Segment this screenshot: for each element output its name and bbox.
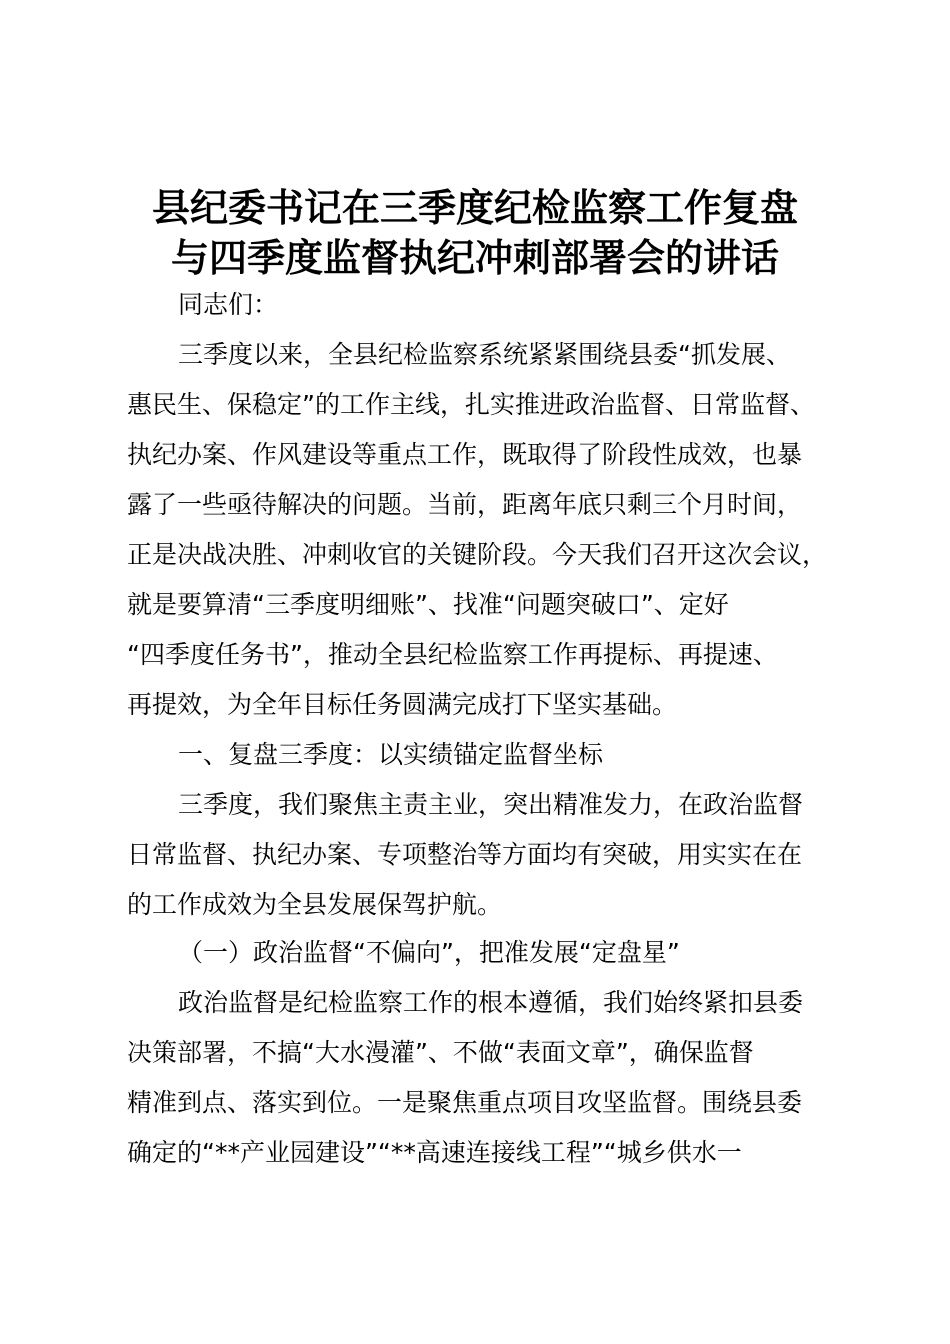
paragraph-line: 露了一些亟待解决的问题。当前，距离年底只剩三个月时间， (127, 490, 803, 519)
paragraph-line: 决策部署，不搞“大水漫灌”、不做“表面文章”，确保监督 (127, 1038, 754, 1067)
paragraph-line: 政治监督是纪检监察工作的根本遵循，我们始终紧扣县委 (178, 988, 804, 1017)
paragraph-line: 就是要算清“三季度明细账”、找准“问题突破口”、定好 (127, 590, 729, 619)
paragraph-line: 三季度，我们聚焦主责主业，突出精准发力，在政治监督 (178, 790, 804, 819)
speech-title-line-1: 县纪委书记在三季度纪检监察工作复盘 (151, 185, 798, 230)
paragraph-line: 的工作成效为全县发展保驾护航。 (127, 890, 503, 919)
section-heading: 一、复盘三季度：以实绩锚定监督坐标 (178, 740, 604, 769)
paragraph-line: 精准到点、落实到位。一是聚焦重点项目攻坚监督。围绕县委 (127, 1088, 803, 1117)
speech-title-line-2: 与四季度监督执纪冲刺部署会的讲话 (170, 235, 779, 280)
paragraph-line: 惠民生、保稳定”的工作主线，扎实推进政治监督、日常监督、 (127, 390, 815, 419)
paragraph-line: 正是决战决胜、冲刺收官的关键阶段。今天我们召开这次会议， (127, 540, 828, 569)
paragraph-line: 确定的“**产业园建设”“**高速连接线工程”“城乡供水一 (127, 1138, 742, 1167)
paragraph-line: “四季度任务书”，推动全县纪检监察工作再提标、再提速、 (127, 640, 778, 669)
salutation: 同志们： (178, 290, 279, 319)
paragraph-line: 日常监督、执纪办案、专项整治等方面均有突破，用实实在在 (127, 840, 803, 869)
paragraph-line: 再提效，为全年目标任务圆满完成打下坚实基础。 (127, 690, 678, 719)
paragraph-line: 三季度以来，全县纪检监察系统紧紧围绕县委“抓发展、 (178, 340, 791, 369)
subsection-heading: （一）政治监督“不偏向”，把准发展“定盘星” (178, 938, 680, 967)
paragraph-line: 执纪办案、作风建设等重点工作，既取得了阶段性成效，也暴 (127, 440, 803, 469)
